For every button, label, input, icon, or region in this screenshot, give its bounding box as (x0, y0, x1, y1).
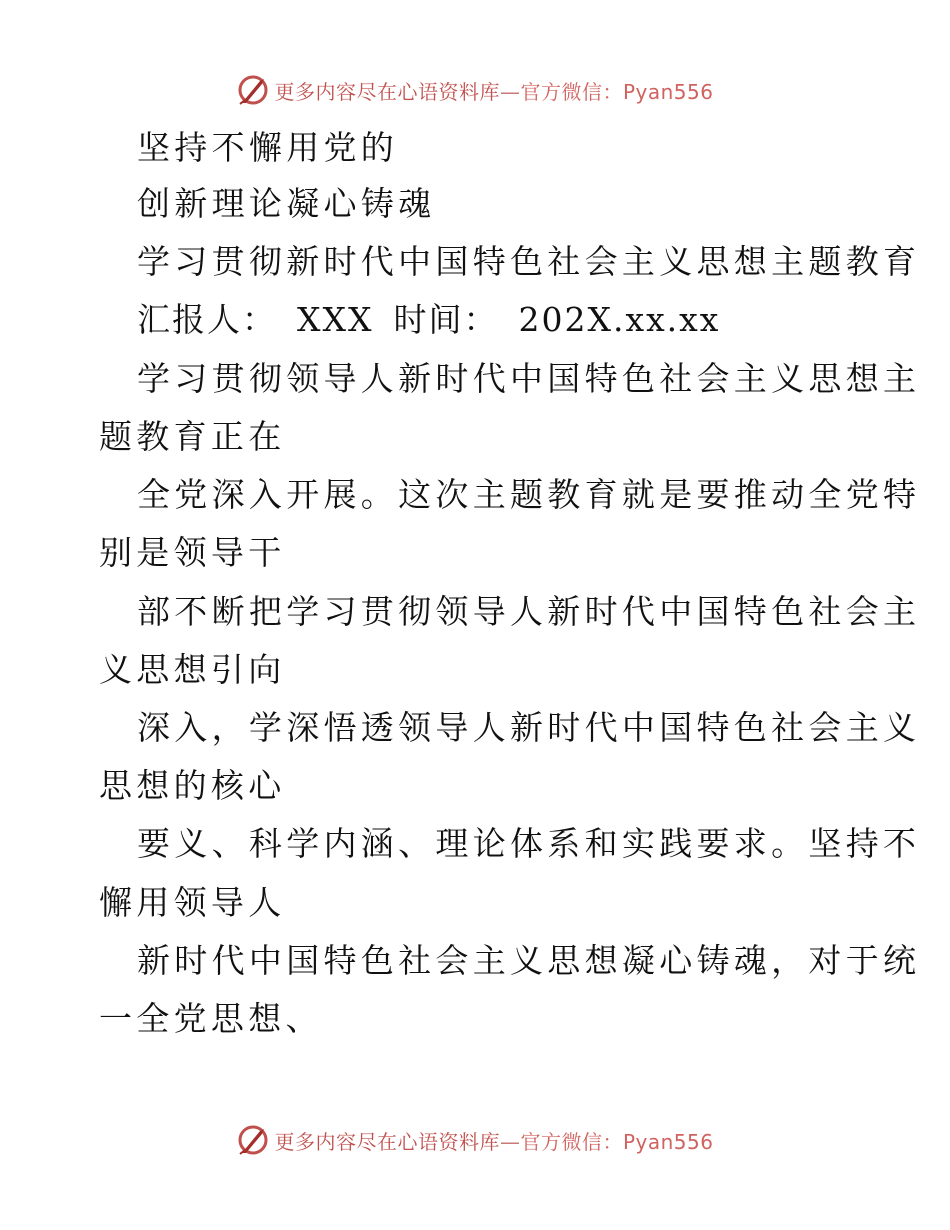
watermark-brand: 更多内容尽在心语资料库 (274, 1129, 500, 1154)
paragraph-line: 深入，学深悟透领导人新时代中国特色社会主义 (137, 708, 921, 747)
title-line-1: 坚持不懈用党的 (137, 128, 399, 167)
watermark-text (274, 1126, 713, 1155)
header-watermark (0, 70, 950, 110)
paragraph-line: 题教育正在 (99, 417, 286, 456)
meta-line (137, 300, 720, 340)
watermark-account: 官方微信：Pyan556 (520, 1129, 714, 1154)
watermark-separator: — (499, 79, 521, 104)
time-label: 时间： (393, 300, 499, 339)
watermark-text (274, 76, 713, 105)
paragraph-line: 要义、科学内涵、理论体系和实践要求。坚持不 (137, 824, 921, 863)
reporter-label: 汇报人： (137, 300, 277, 339)
paragraph-line: 学习贯彻领导人新时代中国特色社会主义思想主 (137, 359, 921, 398)
watermark-account: 官方微信：Pyan556 (520, 79, 714, 104)
paragraph-line: 思想的核心 (99, 766, 286, 805)
title-line-2: 创新理论凝心铸魂 (137, 184, 436, 223)
time-value: 202X.xx.xx (518, 300, 721, 339)
paragraph-line: 新时代中国特色社会主义思想凝心铸魂，对于统 (137, 941, 921, 980)
subtitle: 学习贯彻新时代中国特色社会主义思想主题教育 (137, 242, 921, 281)
reporter-value: XXX (297, 300, 374, 339)
paragraph-line: 懈用领导人 (99, 883, 286, 922)
quill-logo-icon (236, 73, 270, 107)
paragraph-line: 全党深入开展。这次主题教育就是要推动全党特 (137, 475, 921, 514)
paragraph-line: 义思想引向 (99, 650, 286, 689)
quill-logo-icon (236, 1123, 270, 1157)
paragraph-line: 一全党思想、 (99, 999, 323, 1038)
watermark-brand: 更多内容尽在心语资料库 (274, 79, 500, 104)
paragraph-line: 别是领导干 (99, 533, 286, 572)
footer-watermark (0, 1120, 950, 1160)
watermark-separator: — (499, 1129, 521, 1154)
paragraph-line: 部不断把学习贯彻领导人新时代中国特色社会主 (137, 592, 921, 631)
